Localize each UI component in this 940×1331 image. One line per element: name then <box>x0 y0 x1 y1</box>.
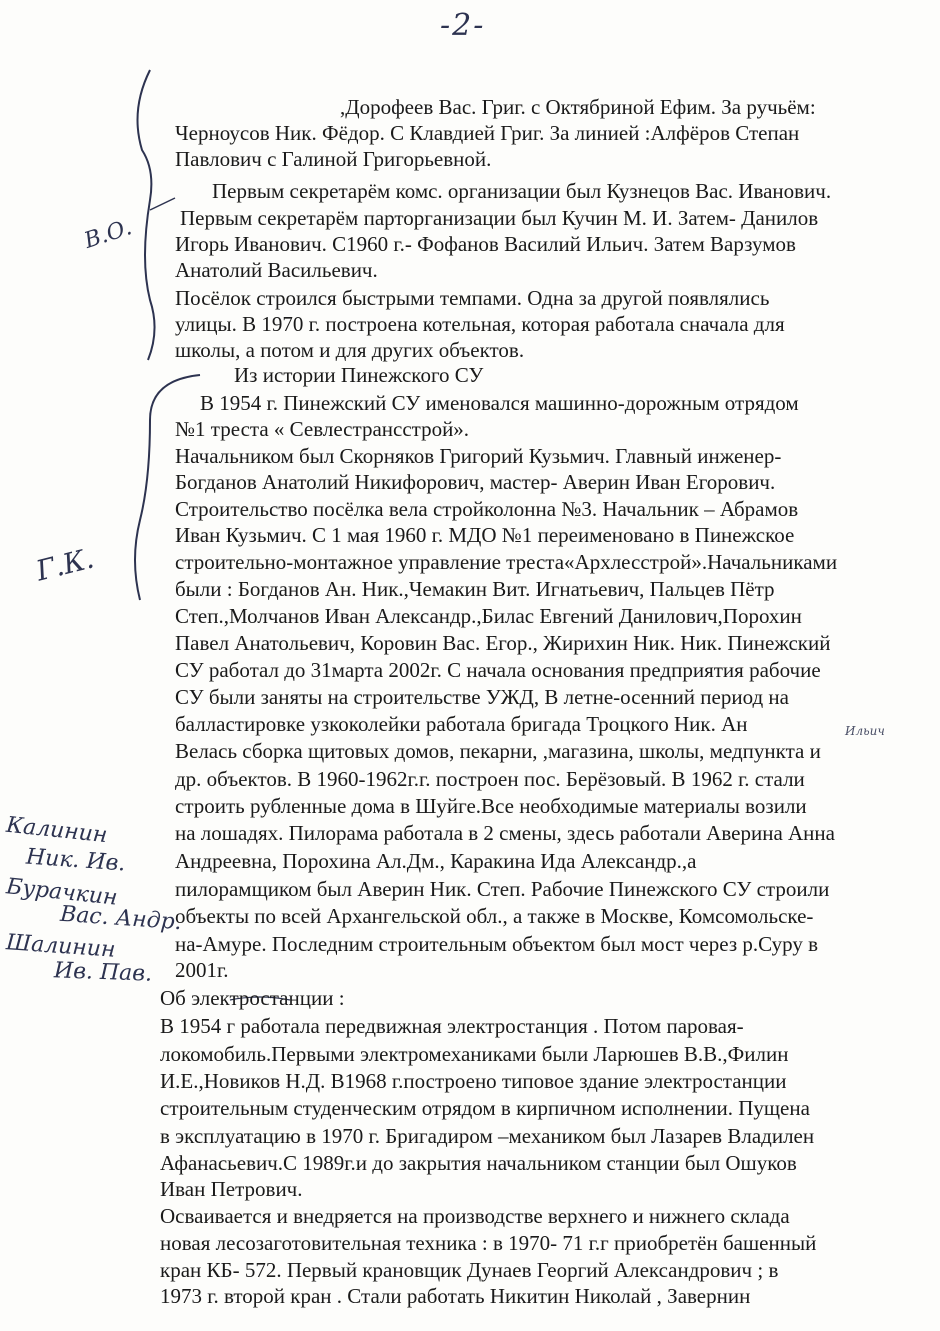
line-35: В 1954 г работала передвижная электростанция . Потом паровая- <box>160 1014 744 1038</box>
line-45: 1973 г. второй кран . Стали работать Никитин Николай , Завернин <box>160 1284 751 1308</box>
line-14: Начальником был Скорняков Григорий Кузьмич. Главный инженер- <box>175 444 782 468</box>
line-26: др. объектов. В 1960-1962г.г. построен пос. Берёзовый. В 1962 г. стали <box>175 767 805 791</box>
margin-note-name-1-initials: Ник. Ив. <box>25 844 127 877</box>
inline-note-ilich: Ильич <box>845 724 885 738</box>
bracket-tick <box>150 198 175 210</box>
margin-note-name-2: Бурачкин <box>4 874 119 911</box>
line-21: Павел Анатольевич, Коровин Вас. Егор., Жирихин Ник. Ник. Пинежский <box>175 631 831 655</box>
line-7: Анатолий Васильевич. <box>175 258 378 282</box>
section-heading-power: Об электростанции : <box>160 986 345 1010</box>
line-33: 2001г. <box>175 958 229 982</box>
line-24: балластировке узкоколейки работала бригада Троцкого Ник. Ан <box>175 712 748 736</box>
margin-note-gk: Г.К. <box>32 541 98 588</box>
line-4: Первым секретарём комс. организации был Кузнецов Вас. Иванович. <box>212 179 832 203</box>
line-9: улицы. В 1970 г. построена котельная, которая работала сначала для <box>175 312 785 336</box>
line-27: строить рубленные дома в Шуйге.Все необходимые материалы возили <box>175 794 807 818</box>
line-43: новая лесозаготовительная техника : в 1970- 71 г.г приобретён башенный <box>160 1231 817 1255</box>
line-15: Богданов Анатолий Никифорович, мастер- Аверин Иван Егорович. <box>175 470 776 494</box>
line-6: Игорь Иванович. С1960 г.- Фофанов Василий Ильич. Затем Варзумов <box>175 232 796 256</box>
line-40: Афанасьевич.С 1989г.и до закрытия начальником станции был Ошуков <box>160 1151 797 1175</box>
line-18: строительно-монтажное управление треста«Архлесстрой».Начальниками <box>175 550 838 574</box>
margin-note-name-2-initials: Вас. Андр. <box>59 901 183 936</box>
line-20: Степ.,Молчанов Иван Александр.,Билас Евгений Данилович,Порохин <box>175 604 802 628</box>
line-16: Строительство посёлка вела стройколонна №3. Начальник – Абрамов <box>175 497 799 521</box>
line-30: пилорамщиком был Аверин Ник. Степ. Рабочие Пинежского СУ строили <box>175 877 830 901</box>
line-39: в эксплуатацию в 1970 г. Бригадиром –механиком был Лазарев Владилен <box>160 1124 815 1148</box>
line-5: Первым секретарём парторганизации был Кучин М. И. Затем- Данилов <box>180 206 819 230</box>
line-3: Павлович с Галиной Григорьевной. <box>175 147 492 171</box>
line-28: на лошадях. Пилорама работала в 2 смены, здесь работали Аверина Анна <box>175 821 835 845</box>
margin-note-name-3: Шалинин <box>5 930 117 963</box>
line-12: В 1954 г. Пинежский СУ именовался машинно-дорожным отрядом <box>200 391 799 415</box>
line-41: Иван Петрович. <box>160 1177 303 1201</box>
line-29: Андреевна, Порохина Ал.Дм., Каракина Ида Александр.,а <box>175 849 697 873</box>
bracket-section-1 <box>138 70 155 360</box>
line-10: школы, а потом и для других объектов. <box>175 338 525 362</box>
line-1: ,Дорофеев Вас. Григ. с Октябриной Ефим. За ручьём: <box>340 95 816 119</box>
page-number: -2- <box>440 8 486 43</box>
section-heading-su: Из истории Пинежского СУ <box>234 363 484 387</box>
line-13: №1 треста « Севлестрансстрой». <box>175 417 470 441</box>
line-44: кран КБ- 572. Первый крановщик Дунаев Георгий Александрович ; в <box>160 1258 779 1282</box>
line-37: И.Е.,Новиков Н.Д. В1968 г.построено типовое здание электростанции <box>160 1069 787 1093</box>
line-22: СУ работал до 31марта 2002г. С начала основания предприятия рабочие <box>175 658 821 682</box>
margin-note-name-3-initials: Ив. Пав. <box>53 958 153 987</box>
margin-note-name-1: Калинин <box>4 812 109 849</box>
line-25: Велась сборка щитовых домов, пекарни, ,магазина, школы, медпункта и <box>175 739 821 763</box>
line-8: Посёлок строился быстрыми темпами. Одна за другой появлялись <box>175 286 770 310</box>
line-2: Черноусов Ник. Фёдор. С Клавдией Григ. За линией :Алфёров Степан <box>175 121 800 145</box>
margin-note-vo: В.О. <box>81 215 135 254</box>
line-36: локомобиль.Первыми электромеханиками были Ларюшев В.В.,Филин <box>160 1042 789 1066</box>
line-31: объекты по всей Архангельской обл., а также в Москве, Комсомольске- <box>175 904 814 928</box>
line-42: Осваивается и внедряется на производстве верхнего и нижнего склада <box>160 1204 790 1228</box>
line-17: Иван Кузьмич. С 1 мая 1960 г. МДО №1 переименовано в Пинежское <box>175 523 795 547</box>
line-19: были : Богданов Ан. Ник.,Чемакин Вит. Игнатьевич, Пальцев Пётр <box>175 577 775 601</box>
line-38: строительным студенческим отрядом в кирпичном исполнении. Пущена <box>160 1096 810 1120</box>
line-32: на-Амуре. Последним строительным объектом был мост через р.Суру в <box>175 932 819 956</box>
line-23: СУ были заняты на строительстве УЖД, В летне-осенний период на <box>175 685 789 709</box>
